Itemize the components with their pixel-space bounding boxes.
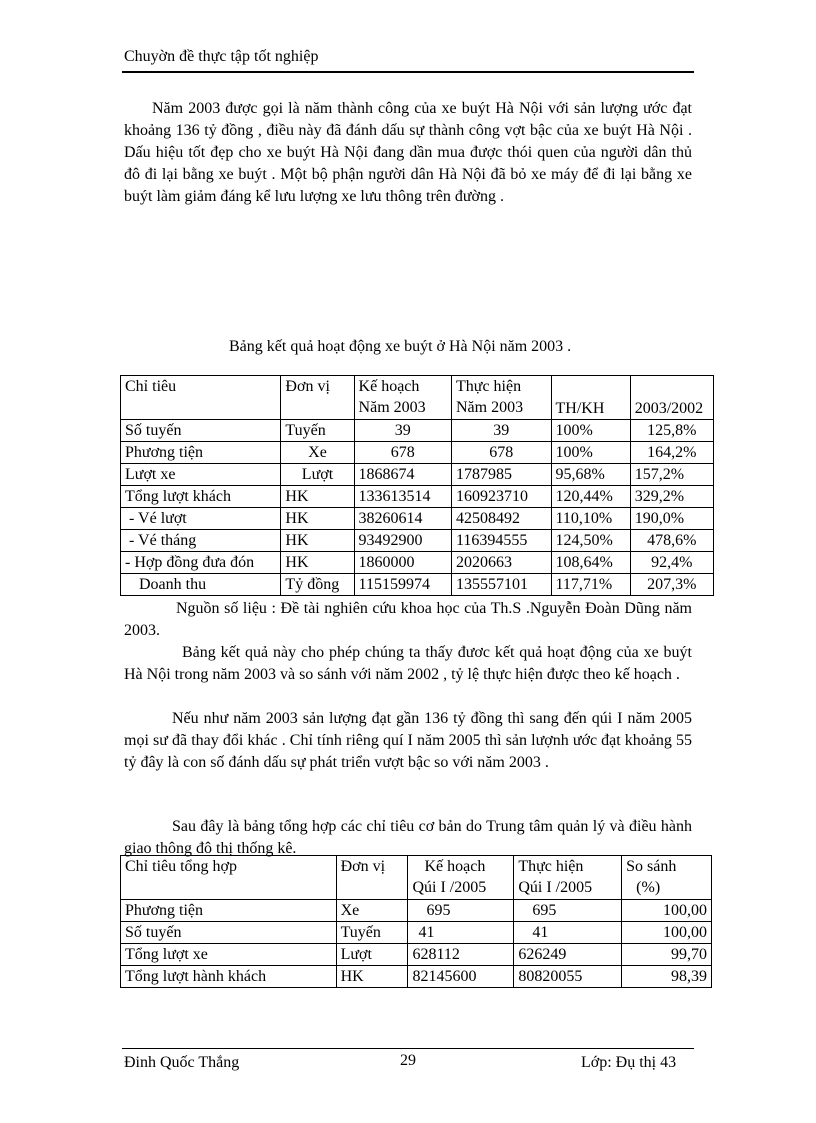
table-cell: 100% xyxy=(551,442,630,464)
table-cell: 39 xyxy=(354,420,451,442)
page-number: 29 xyxy=(400,1052,416,1069)
table-row xyxy=(121,574,714,596)
table-cell: 41 xyxy=(408,922,514,944)
table-cell: 160923710 xyxy=(452,486,552,508)
table-cell: Lượt xyxy=(281,464,354,486)
table-cell: - Hợp đồng đưa đón xyxy=(121,552,281,574)
table-cell: Tổng lượt hành khách xyxy=(121,966,337,988)
table-cell: 38260614 xyxy=(354,508,451,530)
table-cell: 678 xyxy=(354,442,451,464)
table-cell: Doanh thu xyxy=(121,574,281,596)
table-cell: 628112 xyxy=(408,944,514,966)
header-cell xyxy=(408,856,514,900)
table-row xyxy=(121,442,714,464)
table-cell: Số tuyến xyxy=(121,922,337,944)
table-cell: 164,2% xyxy=(630,442,713,464)
table-cell: 41 xyxy=(514,922,622,944)
summary-table-2005 xyxy=(120,855,712,988)
table-cell: 82145600 xyxy=(408,966,514,988)
header-line: Thực hiện xyxy=(456,378,522,395)
table-cell: 695 xyxy=(408,900,514,922)
table-cell: 124,50% xyxy=(551,530,630,552)
table-cell: HK xyxy=(281,530,354,552)
header-cell xyxy=(354,376,451,420)
paragraph-table-summary: Bảng kết quả này cho phép chúng ta thấy đươc kết quả hoạt động của xe buýt Hà Nội trong năm 2003 và so sánh với năm 2002 , tỷ lệ thực hiện được theo kế hoạch . xyxy=(124,644,692,683)
table-cell: 95,68% xyxy=(551,464,630,486)
table-cell: 115159974 xyxy=(354,574,451,596)
header-line: Năm 2003 xyxy=(456,399,524,416)
header-cell: Đơn vị xyxy=(336,856,408,900)
table-cell: Số tuyến xyxy=(121,420,281,442)
page-header-title: Chuyờn đề thực tập tốt nghiệp xyxy=(124,48,319,65)
table1-caption: Bảng kết quả hoạt động xe buýt ở Hà Nội năm 2003 . xyxy=(229,338,572,355)
table-cell: 98,39 xyxy=(622,966,712,988)
table-cell: HK xyxy=(281,508,354,530)
table-cell: 100,00 xyxy=(622,922,712,944)
table-header-row xyxy=(121,856,712,900)
table-cell: 108,64% xyxy=(551,552,630,574)
table-cell: 478,6% xyxy=(630,530,713,552)
paragraph-intro: Năm 2003 được gọi là năm thành công của xe buýt Hà Nội với sản lượng ước đạt khoảng 136 tỷ đồng , điều này đã đánh dấu sự thành công vợt bậc của xe buýt Hà Nội . Dấu hiệu tốt đẹp cho xe buýt Hà Nội đang dần mua được thói quen của người dân thủ đô đi lại bằng xe buýt . Một bộ phận người dân Hà Nội đã bỏ xe máy để đi lại bằng xe buýt làm giảm đáng kể lưu lượng xe lưu thông trên đường . xyxy=(124,100,692,205)
table-cell: 116394555 xyxy=(452,530,552,552)
table-cell: HK xyxy=(336,966,408,988)
table-cell: 695 xyxy=(514,900,622,922)
table-cell: Phương tiện xyxy=(121,900,337,922)
table-cell: Tổng lượt khách xyxy=(121,486,281,508)
paragraph-2005-growth: Nếu như năm 2003 sản lượng đạt gần 136 tỷ đồng thì sang đến qúi I năm 2005 mọi sư đã thay đổi khác . Chỉ tính riêng quí I năm 2005 thì sản lượnh ước đạt khoảng 55 tỷ đây là con số đánh dấu sự phát triển vượt bậc so với năm 2003 . xyxy=(124,710,692,771)
table-cell: 125,8% xyxy=(630,420,713,442)
header-cell: Chỉ tiêu xyxy=(121,376,281,420)
header-rule xyxy=(122,71,694,73)
table-row xyxy=(121,944,712,966)
table-cell: 2020663 xyxy=(452,552,552,574)
table-cell: 42508492 xyxy=(452,508,552,530)
table-row xyxy=(121,464,714,486)
table-header-row xyxy=(121,376,714,420)
table-cell: 99,70 xyxy=(622,944,712,966)
table-row xyxy=(121,900,712,922)
table-cell: Xe xyxy=(281,442,354,464)
table-cell: 678 xyxy=(452,442,552,464)
table-cell: Tỷ đồng xyxy=(281,574,354,596)
table-cell: 135557101 xyxy=(452,574,552,596)
table-cell: 100% xyxy=(551,420,630,442)
table-cell: 80820055 xyxy=(514,966,622,988)
table-row xyxy=(121,486,714,508)
footer-rule xyxy=(122,1048,694,1049)
table-cell: 117,71% xyxy=(551,574,630,596)
table-cell: Tuyến xyxy=(281,420,354,442)
table-cell: 157,2% xyxy=(630,464,713,486)
paragraph-table2-intro: Sau đây là bảng tổng hợp các chỉ tiêu cơ bản do Trung tâm quản lý và điều hành giao thông đô thị thống kê. xyxy=(124,818,692,857)
table-row xyxy=(121,552,714,574)
table-cell: Tuyến xyxy=(336,922,408,944)
table-row xyxy=(121,508,714,530)
table-cell: 93492900 xyxy=(354,530,451,552)
table-cell: 92,4% xyxy=(630,552,713,574)
table-cell: - Vé tháng xyxy=(121,530,281,552)
header-line: Năm 2003 xyxy=(358,399,426,416)
header-cell xyxy=(452,376,552,420)
table-cell: 207,3% xyxy=(630,574,713,596)
table-row xyxy=(121,420,714,442)
table-cell: Tổng lượt xe xyxy=(121,944,337,966)
table-cell: 1868674 xyxy=(354,464,451,486)
table-row xyxy=(121,922,712,944)
header-line: Thực hiện xyxy=(518,858,584,875)
header-cell xyxy=(514,856,622,900)
table-cell: HK xyxy=(281,552,354,574)
header-line: Qúi I /2005 xyxy=(518,879,593,896)
footer-author: Đinh Quốc Thắng xyxy=(124,1054,240,1071)
table-cell: 1787985 xyxy=(452,464,552,486)
header-line: So sánh xyxy=(626,858,677,875)
paragraph-source: Nguồn số liệu : Đề tài nghiên cứu khoa học của Th.S .Nguyễn Đoàn Dũng năm 2003. xyxy=(124,600,692,639)
results-table-2003 xyxy=(120,375,714,596)
header-cell: 2003/2002 xyxy=(630,376,713,420)
table-cell: 329,2% xyxy=(630,486,713,508)
header-line: Kế hoạch xyxy=(424,858,486,875)
header-cell: TH/KH xyxy=(551,376,630,420)
table-cell: 133613514 xyxy=(354,486,451,508)
table-cell: 626249 xyxy=(514,944,622,966)
table-cell: 1860000 xyxy=(354,552,451,574)
table-cell: 100,00 xyxy=(622,900,712,922)
header-line: (%) xyxy=(636,879,661,896)
table-cell: 190,0% xyxy=(630,508,713,530)
header-line: Qúi I /2005 xyxy=(412,879,487,896)
header-cell xyxy=(622,856,712,900)
table-cell: Xe xyxy=(336,900,408,922)
table-cell: HK xyxy=(281,486,354,508)
table-cell: 39 xyxy=(452,420,552,442)
table-cell: 110,10% xyxy=(551,508,630,530)
header-cell: Chỉ tiêu tổng hợp xyxy=(121,856,337,900)
header-cell: Đơn vị xyxy=(281,376,354,420)
header-line: Kế hoạch xyxy=(358,378,420,395)
table-cell: 120,44% xyxy=(551,486,630,508)
footer-class: Lớp: Đụ thị 43 xyxy=(581,1054,677,1071)
table-cell: Phương tiện xyxy=(121,442,281,464)
table-row xyxy=(121,530,714,552)
table-cell: - Vé lượt xyxy=(121,508,281,530)
table-cell: Lượt xyxy=(336,944,408,966)
table-row xyxy=(121,966,712,988)
table-cell: Lượt xe xyxy=(121,464,281,486)
